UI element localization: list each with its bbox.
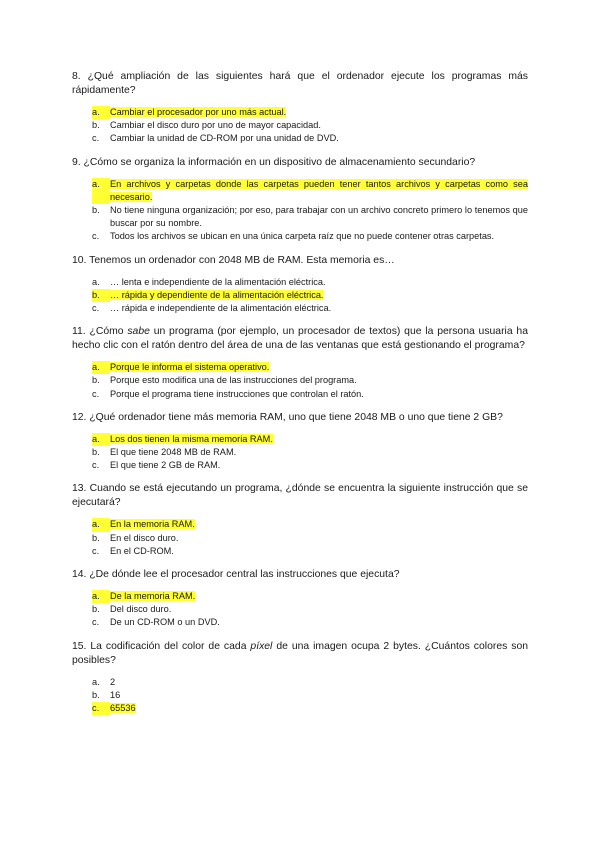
- option-text: De la memoria RAM.: [110, 591, 196, 602]
- question-11: [72, 325, 528, 401]
- option-text: El que tiene 2048 MB de RAM.: [110, 447, 237, 458]
- option-text: En la memoria RAM.: [110, 519, 195, 530]
- option-a: a. En la memoria RAM.: [92, 518, 528, 531]
- option-text: Todos los archivos se ubican en una única carpeta raíz que no puede contener otras carpetas.: [110, 231, 495, 242]
- option-b: b. 16: [92, 689, 528, 702]
- option-text: 16: [110, 689, 121, 700]
- option-text: Porque esto modifica una de las instrucciones del programa.: [110, 375, 357, 386]
- question-10: [72, 254, 528, 316]
- options-list: [72, 276, 528, 316]
- option-text: No tiene ninguna organización; por eso, para trabajar con un archivo concreto primero lo tenemos que buscar por su nombre.: [110, 205, 528, 229]
- option-text: Cambiar la unidad de CD-ROM por una unidad de DVD.: [110, 133, 339, 144]
- option-text: Cambiar el procesador por uno más actual.: [110, 107, 287, 117]
- option-b: b. El que tiene 2048 MB de RAM.: [92, 446, 528, 459]
- option-b: b. En el disco duro.: [92, 532, 528, 545]
- question-text: 12. ¿Qué ordenador tiene más memoria RAM, uno que tiene 2048 MB o uno que tiene 2 GB?: [72, 411, 503, 423]
- options-list: [72, 178, 528, 244]
- option-c: c. En el CD-ROM.: [92, 545, 528, 558]
- question-text: 9. ¿Cómo se organiza la información en un dispositivo de almacenamiento secundario?: [72, 156, 476, 168]
- option-c: c. … rápida e independiente de la alimentación eléctrica.: [92, 302, 528, 315]
- question-14: [72, 568, 528, 630]
- question-12: [72, 411, 528, 473]
- option-c: c. El que tiene 2 GB de RAM.: [92, 459, 528, 472]
- option-text: En el disco duro.: [110, 532, 179, 543]
- option-text: Cambiar el disco duro por uno de mayor capacidad.: [110, 120, 321, 131]
- option-a: a. Porque le informa el sistema operativo.: [92, 361, 528, 374]
- option-c: c. De un CD-ROM o un DVD.: [92, 616, 528, 629]
- option-a: a. Los dos tienen la misma memoria RAM.: [92, 433, 528, 446]
- option-a: a. 2: [92, 676, 528, 689]
- option-a: a. Cambiar el procesador por uno más actual.: [92, 106, 528, 119]
- option-c: c. Porque el programa tiene instrucciones que controlan el ratón.: [92, 388, 528, 401]
- option-c: c. 65536: [92, 702, 528, 715]
- option-text: Porque le informa el sistema operativo.: [110, 362, 270, 373]
- question-text: 11. ¿Cómo sabe un programa (por ejemplo, un procesador de textos) que la persona usuaria ha hecho clic con el ratón dentro del área de una de las ventanas que está gestionando el programa?: [72, 326, 528, 352]
- option-text: … rápida y dependiente de la alimentación eléctrica.: [110, 289, 324, 300]
- option-c: c. Cambiar la unidad de CD-ROM por una unidad de DVD.: [92, 132, 528, 145]
- question-text: 8. ¿Qué ampliación de las siguientes hará que el ordenador ejecute los programas más rápidamente?: [72, 71, 528, 96]
- question-text: 14. ¿De dónde lee el procesador central las instrucciones que ejecuta?: [72, 569, 400, 581]
- question-text: 13. Cuando se está ejecutando un programa, ¿dónde se encuentra la siguiente instrucción que se ejecutará?: [72, 483, 528, 509]
- question-13: [72, 482, 528, 558]
- question-text: 15. La codificación del color de cada píxel de una imagen ocupa 2 bytes. ¿Cuántos colores son posibles?: [72, 640, 528, 666]
- question-9: [72, 156, 528, 244]
- options-list: [72, 676, 528, 716]
- question-text: 10. Tenemos un ordenador con 2048 MB de RAM. Esta memoria es…: [72, 254, 395, 266]
- option-a: a. … lenta e independiente de la alimentación eléctrica.: [92, 276, 528, 289]
- option-text: Los dos tienen la misma memoria RAM.: [110, 433, 273, 444]
- option-text: Del disco duro.: [110, 604, 172, 615]
- options-list: [72, 106, 528, 146]
- option-text: … lenta e independiente de la alimentación eléctrica.: [110, 276, 326, 287]
- options-list: [72, 518, 528, 558]
- option-text: En archivos y carpetas donde las carpetas pueden tener tantos archivos y carpetas como sea necesario.: [110, 178, 528, 202]
- option-b: b. No tiene ninguna organización; por eso, para trabajar con un archivo concreto primero lo tenemos que buscar por su nombre.: [92, 204, 528, 230]
- option-b: b. Del disco duro.: [92, 603, 528, 616]
- options-list: [72, 433, 528, 473]
- option-b: b. Cambiar el disco duro por uno de mayor capacidad.: [92, 119, 528, 132]
- option-a: a. En archivos y carpetas donde las carpetas pueden tener tantos archivos y carpetas como sea necesario.: [92, 178, 528, 204]
- option-text: El que tiene 2 GB de RAM.: [110, 460, 221, 471]
- option-a: a. De la memoria RAM.: [92, 590, 528, 603]
- option-b: b. … rápida y dependiente de la alimentación eléctrica.: [92, 289, 528, 302]
- options-list: [72, 361, 528, 401]
- option-b: b. Porque esto modifica una de las instrucciones del programa.: [92, 374, 528, 387]
- option-text: Porque el programa tiene instrucciones que controlan el ratón.: [110, 388, 364, 399]
- option-text: De un CD-ROM o un DVD.: [110, 617, 220, 628]
- option-text: 2: [110, 676, 116, 687]
- option-text: En el CD-ROM.: [110, 545, 174, 556]
- option-c: c. Todos los archivos se ubican en una única carpeta raíz que no puede contener otras carpetas.: [92, 230, 528, 243]
- options-list: [72, 590, 528, 630]
- question-15: [72, 640, 528, 716]
- option-text: 65536: [110, 703, 136, 714]
- option-text: … rápida e independiente de la alimentación eléctrica.: [110, 303, 332, 314]
- question-8: [72, 70, 528, 146]
